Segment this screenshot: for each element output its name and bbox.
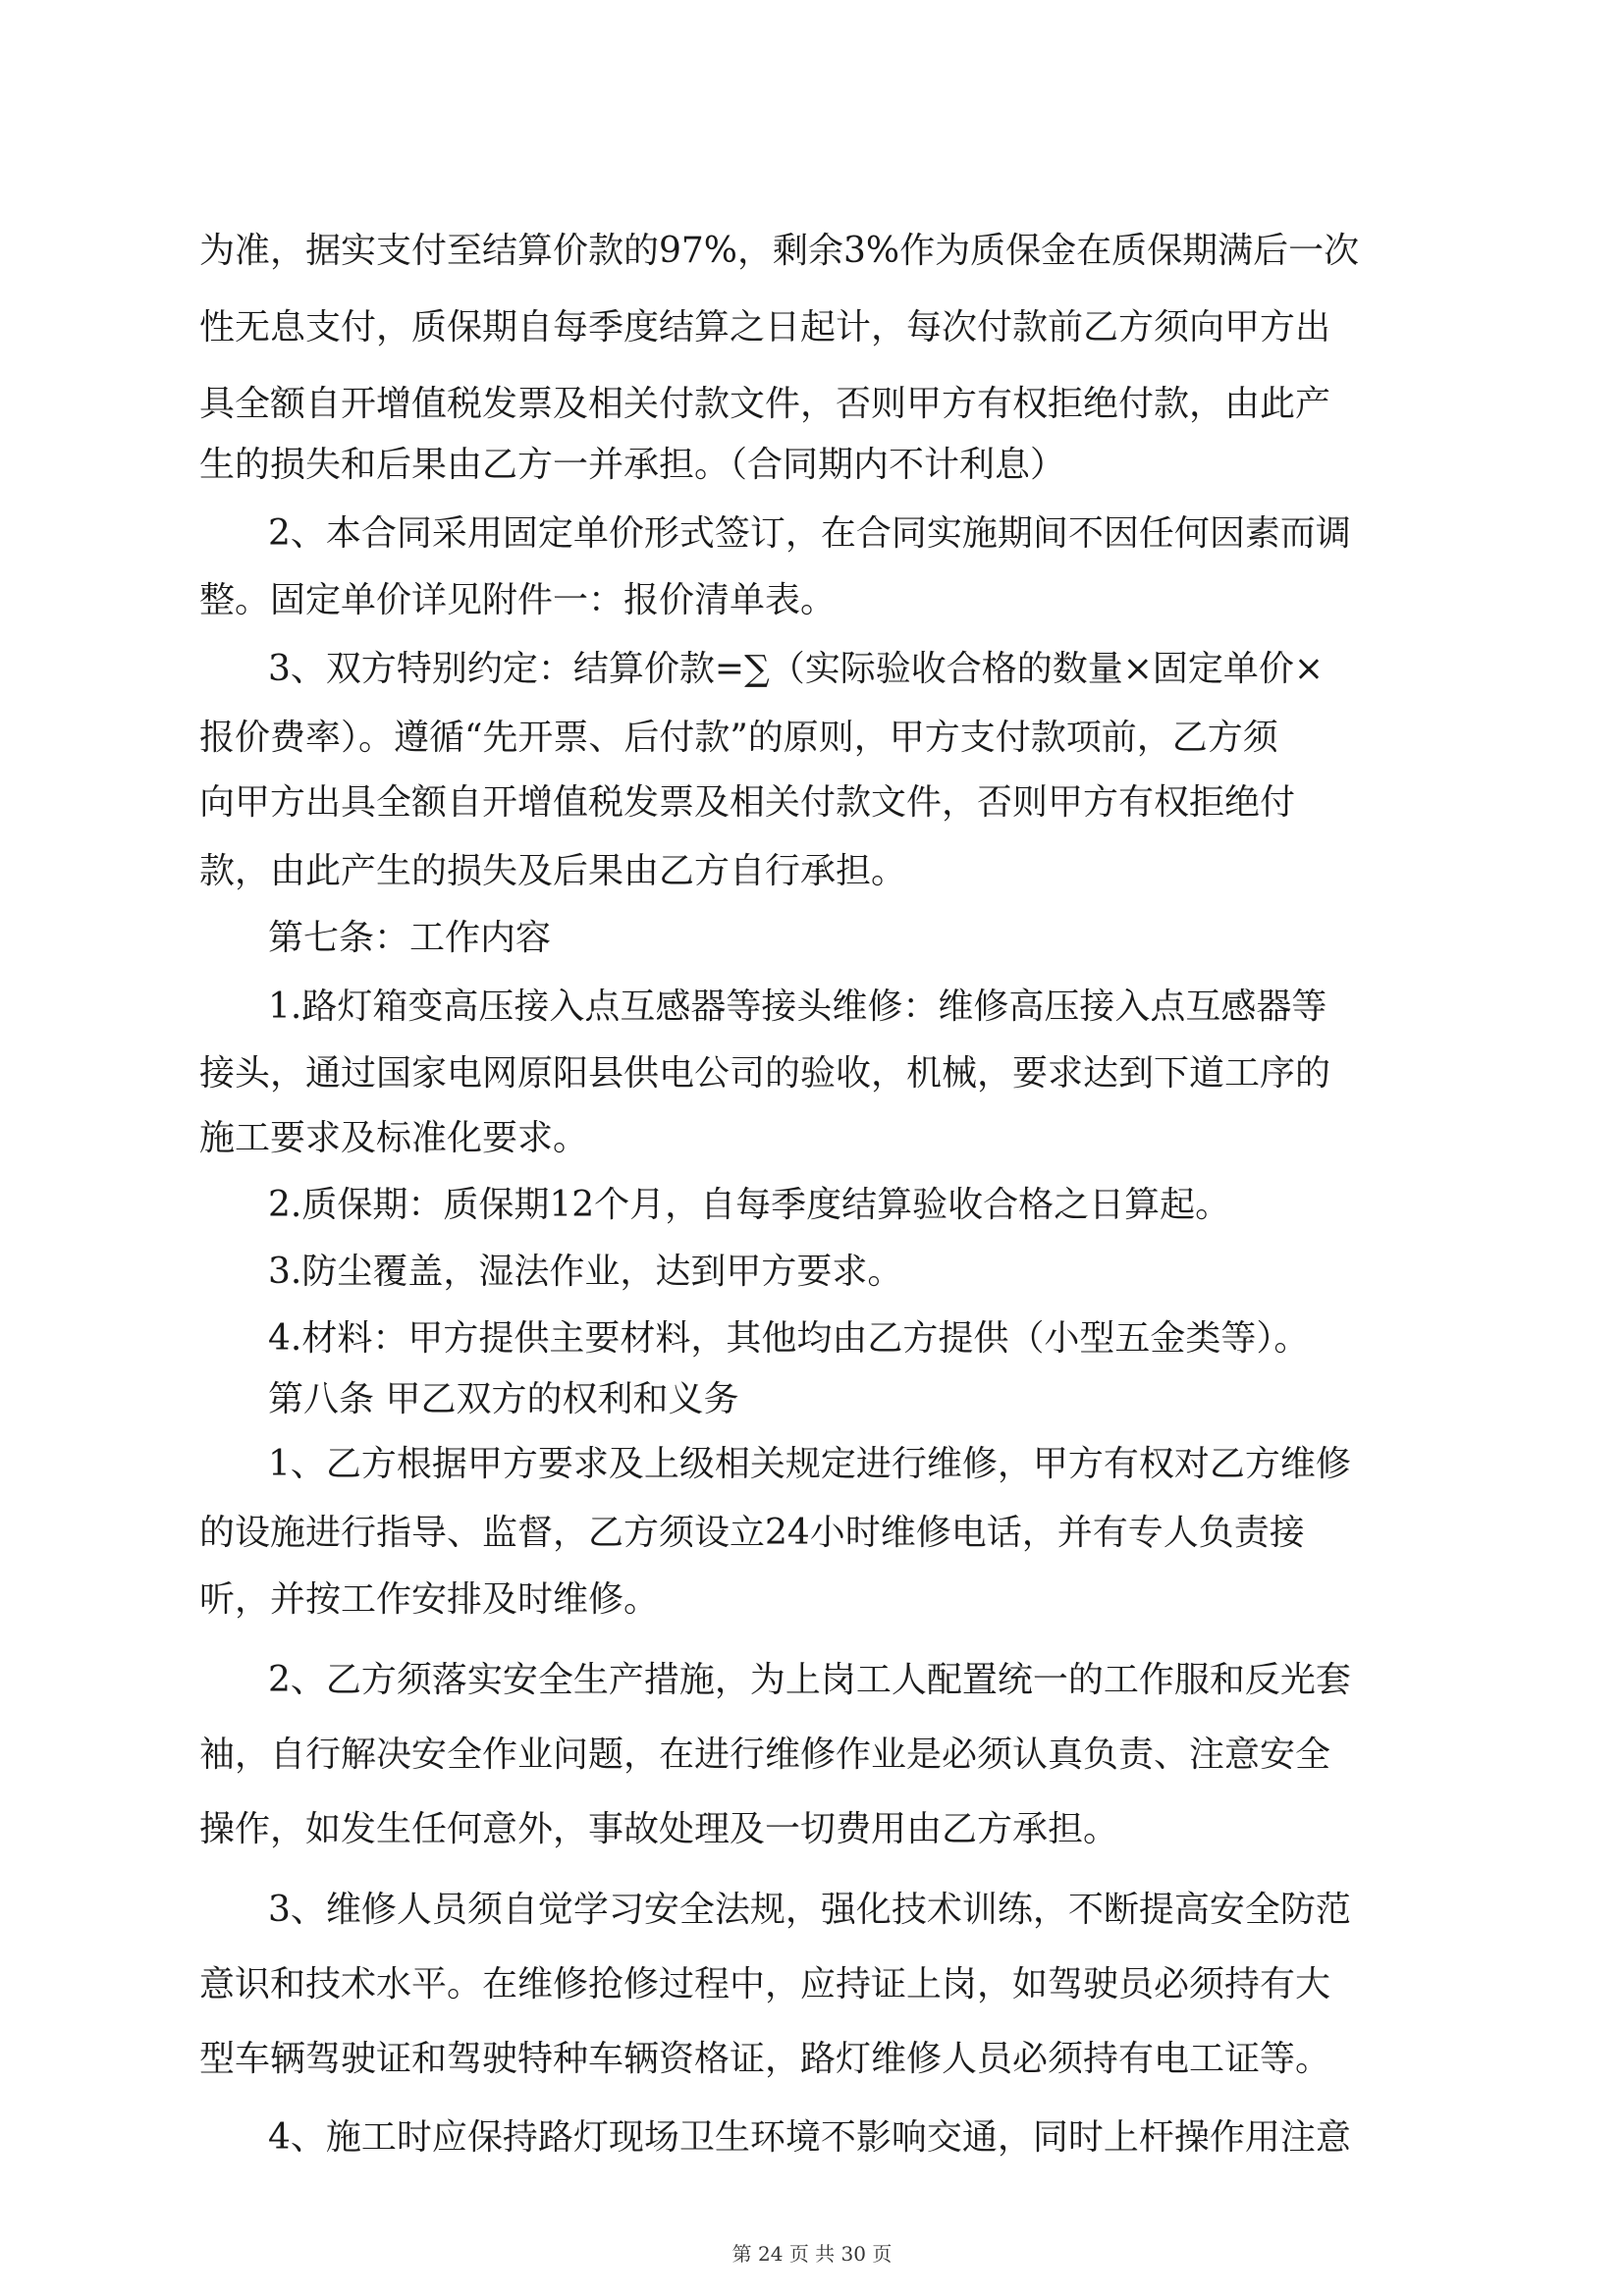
- text-line: 1、乙方根据甲方要求及上级相关规定进行维修，甲方有权对乙方维修: [268, 1444, 1351, 1484]
- text-line: 型车辆驾驶证和驾驶特种车辆资格证，路灯维修人员必须持有电工证等。: [199, 2039, 1331, 2079]
- text-line: 报价费率）。遵循“先开票、后付款”的原则，甲方支付款项前，乙方须: [199, 718, 1278, 758]
- text-line: 2、乙方须落实安全生产措施，为上岗工人配置统一的工作服和反光套: [268, 1660, 1351, 1700]
- section-heading: 第八条 甲乙双方的权利和义务: [268, 1379, 739, 1419]
- text-line: 意识和技术水平。在维修抢修过程中，应持证上岗，如驾驶员必须持有大: [199, 1964, 1331, 2004]
- text-line: 性无息支付，质保期自每季度结算之日起计，每次付款前乙方须向甲方出: [199, 307, 1331, 347]
- text-line: 3.防尘覆盖，湿法作业，达到甲方要求。: [268, 1252, 903, 1292]
- section-heading: 第七条：工作内容: [268, 918, 552, 958]
- text-line: 1.路灯箱变高压接入点互感器等接头维修：维修高压接入点互感器等: [268, 987, 1327, 1027]
- text-line: 接头，通过国家电网原阳县供电公司的验收，机械，要求达到下道工序的: [199, 1053, 1331, 1094]
- text-line: 款，由此产生的损失及后果由乙方自行承担。: [199, 851, 907, 891]
- text-line: 具全额自开增值税发票及相关付款文件，否则甲方有权拒绝付款，由此产: [199, 384, 1331, 424]
- text-line: 3、维修人员须自觉学习安全法规，强化技术训练，不断提高安全防范: [268, 1890, 1351, 1930]
- text-line: 操作，如发生任何意外，事故处理及一切费用由乙方承担。: [199, 1809, 1119, 1849]
- text-line: 整。固定单价详见附件一：报价清单表。: [199, 580, 837, 620]
- text-line: 3、双方特别约定：结算价款=∑（实际验收合格的数量×固定单价×: [268, 649, 1325, 689]
- text-line: 的设施进行指导、监督，乙方须设立24小时维修电话，并有专人负责接: [199, 1513, 1305, 1553]
- text-line: 向甲方出具全额自开增值税发票及相关付款文件，否则甲方有权拒绝付: [199, 782, 1296, 823]
- text-line: 为准，据实支付至结算价款的97%，剩余3%作为质保金在质保期满后一次: [199, 231, 1360, 271]
- text-line: 4.材料：甲方提供主要材料，其他均由乙方提供（小型五金类等）。: [268, 1318, 1310, 1359]
- text-line: 施工要求及标准化要求。: [199, 1118, 589, 1158]
- text-line: 4、施工时应保持路灯现场卫生环境不影响交通，同时上杆操作用注意: [268, 2117, 1351, 2158]
- text-line: 听，并按工作安排及时维修。: [199, 1579, 660, 1620]
- text-line: 袖，自行解决安全作业问题，在进行维修作业是必须认真负责、注意安全: [199, 1735, 1331, 1775]
- text-line: 2.质保期：质保期12个月，自每季度结算验收合格之日算起。: [268, 1185, 1231, 1225]
- text-line: 生的损失和后果由乙方一并承担。（合同期内不计利息）: [199, 445, 1066, 485]
- page-number-footer: 第 24 页 共 30 页: [731, 2242, 893, 2266]
- text-line: 2、本合同采用固定单价形式签订，在合同实施期间不因任何因素而调: [268, 513, 1351, 554]
